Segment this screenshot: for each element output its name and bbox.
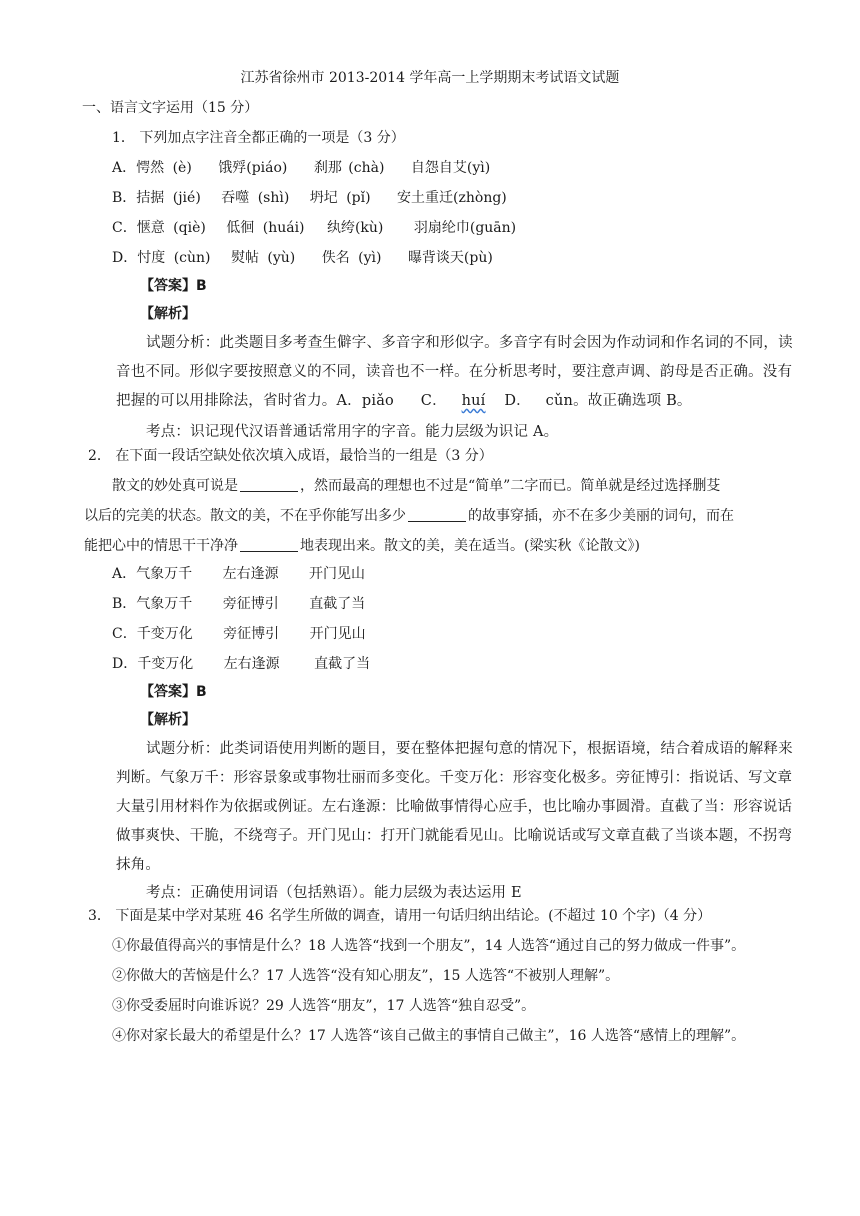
q1-option-a bbox=[112, 158, 490, 178]
option-pinyin: (shì) bbox=[257, 190, 290, 206]
q1-analysis-line-2: 音也不同。形似字要按照意义的不同，读音也不一样。在分析思考时，要注意声调、韵母是否正确。没有 bbox=[116, 364, 793, 380]
option-word: 佚名 bbox=[321, 250, 350, 266]
option-word: 吞噬 bbox=[221, 190, 250, 206]
q2-analysis-label: 【解析】 bbox=[140, 712, 196, 728]
option-word: 愕然 bbox=[136, 160, 165, 176]
option-pinyin: (yù) bbox=[267, 250, 296, 266]
q2-option-a: A．气象万千 左右逢源 开门见山 bbox=[112, 566, 366, 582]
question-1-stem: 1． 下列加点字注音全都正确的一项是（3 分） bbox=[112, 130, 405, 146]
q3-item-4: ④你对家长最大的希望是什么？17 人选答“该自己做主的事情自己做主”，16 人选答“感情上的理解”。 bbox=[112, 1028, 746, 1044]
option-word: 低徊 bbox=[226, 220, 255, 236]
q2-analysis-line-2: 判断。气象万千：形容景象或事物壮丽而多变化。千变万化：形容变化极多。旁征博引：指说话、写文章 bbox=[116, 770, 793, 786]
q1-analysis-label: 【解析】 bbox=[140, 306, 196, 322]
option-pinyin: (qiè) bbox=[173, 220, 206, 236]
section-heading: 一、语言文字运用（15 分） bbox=[82, 100, 259, 116]
fill-blank-2 bbox=[408, 507, 466, 522]
option-pinyin: (yì) bbox=[358, 250, 382, 266]
option-pinyin: (è) bbox=[172, 160, 192, 176]
q2-option-b: B．气象万千 旁征博引 直截了当 bbox=[112, 596, 366, 612]
q3-item-2: ②你做大的苦恼是什么？17 人选答“没有知心朋友”，15 人选答“不被别人理解”。 bbox=[112, 968, 620, 984]
q2-analysis-line-3: 大量引用材料作为依据或例证。左右逢源：比喻做事情得心应手，也比喻办事圆滑。直截了当：形容说话 bbox=[116, 799, 793, 815]
question-2-stem: 2． 在下面一段话空缺处依次填入成语，最恰当的一组是（3 分） bbox=[88, 448, 493, 464]
q2-passage-line-2: 以后的完美的状态。散文的美，不在乎你能写出多少 的故事穿插，亦不在多少美丽的词句，而在 bbox=[84, 508, 734, 524]
option-word: 忖度 bbox=[137, 250, 166, 266]
q3-item-1: ①你最值得高兴的事情是什么？18 人选答“找到一个朋友”，14 人选答“通过自己的努力做成一件事”。 bbox=[112, 938, 746, 954]
option-word: 饿殍(piáo) bbox=[218, 160, 288, 176]
option-word: 羽扇纶巾(guān) bbox=[413, 220, 517, 236]
q2-answer: 【答案】B bbox=[140, 684, 207, 700]
option-word: 安土重迁(zhòng) bbox=[397, 190, 507, 206]
q2-analysis-line-5: 抹角。 bbox=[116, 857, 161, 873]
wavy-underlined-pinyin: huí bbox=[461, 393, 486, 409]
q1-analysis-line-1: 试题分析：此类题目多考查生僻字、多音字和形似字。多音字有时会因为作动词和作名词的不同，读 bbox=[146, 335, 793, 351]
q1-answer: 【答案】B bbox=[140, 278, 207, 294]
q2-passage-line-3: 能把心中的情思干干净净 地表现出来。散文的美，美在适当。(梁实秋《论散文》) bbox=[84, 538, 640, 554]
option-letter: A． bbox=[112, 160, 137, 176]
q1-point: 考点：识记现代汉语普通话常用字的字音。能力层级为识记 A。 bbox=[146, 424, 559, 440]
fill-blank-1 bbox=[240, 477, 298, 492]
q2-point: 考点：正确使用词语（包括熟语）。能力层级为表达运用 E bbox=[146, 885, 522, 901]
q2-analysis-line-4: 做事爽快、干脆，不绕弯子。开门见山：打开门就能看见山。比喻说话或写文章直截了当谈本题，不拐弯 bbox=[116, 828, 793, 844]
option-word: 自怨自艾(yì) bbox=[410, 160, 491, 176]
option-word: 熨帖 bbox=[230, 250, 259, 266]
option-letter: B． bbox=[112, 190, 137, 206]
option-pinyin: (pǐ) bbox=[346, 190, 371, 206]
question-3-stem: 3． 下面是某中学对某班 46 名学生所做的调查，请用一句话归纳出结论。(不超过 10 个字)（4 分） bbox=[88, 908, 712, 924]
option-word: 刹那 bbox=[313, 160, 342, 176]
option-letter: D． bbox=[112, 250, 138, 266]
fill-blank-3 bbox=[240, 537, 298, 552]
q1-option-b bbox=[112, 188, 507, 208]
q2-analysis-line-1: 试题分析：此类词语使用判断的题目，要在整体把握句意的情况下，根据语境，结合着成语的解释来 bbox=[146, 741, 793, 757]
option-letter: C． bbox=[112, 220, 137, 236]
q2-passage-line-1: 散文的妙处真可说是 ，然而最高的理想也不过是“简单”二字而已。简单就是经过选择删芟 bbox=[112, 478, 721, 494]
option-pinyin: (huái) bbox=[262, 220, 305, 236]
page-title: 江苏省徐州市 2013-2014 学年高一上学期期末考试语文试题 bbox=[240, 70, 620, 86]
option-pinyin: (chà) bbox=[348, 160, 385, 176]
option-word: 坍圮 bbox=[309, 190, 338, 206]
q1-analysis-line-3: 把握的可以用排除法，省时省力。A．piǎo C． huí D． cǔn。故正确选项 B。 bbox=[116, 393, 692, 409]
option-word: 拮据 bbox=[136, 190, 165, 206]
option-word: 惬意 bbox=[136, 220, 165, 236]
q3-item-3: ③你受委屈时向谁诉说？29 人选答“朋友”，17 人选答“独自忍受”。 bbox=[112, 998, 536, 1014]
q2-option-d: D．千变万化 左右逢源 直截了当 bbox=[112, 656, 371, 672]
q1-option-c bbox=[112, 218, 516, 238]
option-word: 曝背谈天(pù) bbox=[407, 250, 493, 266]
q1-option-d bbox=[112, 248, 493, 268]
option-pinyin: (cùn) bbox=[173, 250, 211, 266]
q2-option-c: C．千变万化 旁征博引 开门见山 bbox=[112, 626, 366, 642]
option-pinyin: (jié) bbox=[172, 190, 201, 206]
option-word: 纨绔(kù) bbox=[326, 220, 384, 236]
